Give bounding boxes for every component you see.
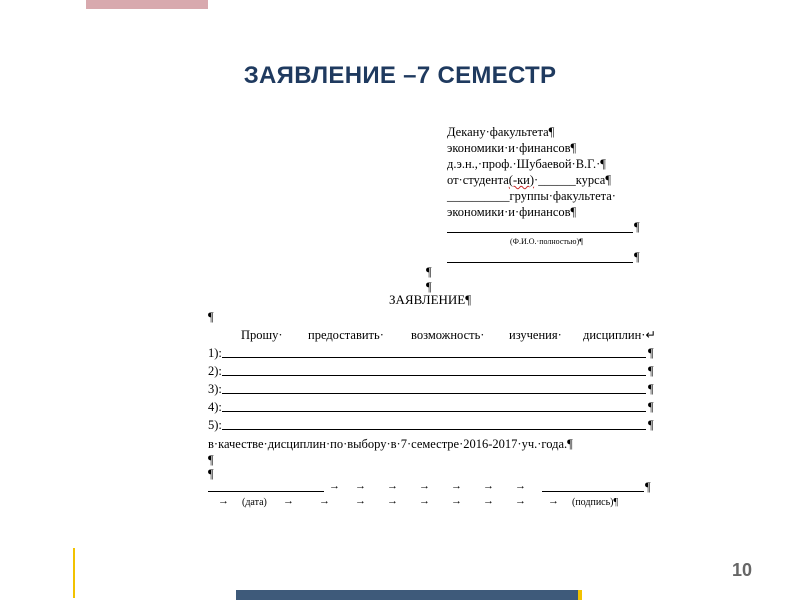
list-item-underline	[222, 375, 646, 376]
signature-caption: (подпись)¶	[572, 497, 619, 508]
fio-caption: (Ф.И.О.·полностью)¶	[510, 237, 583, 246]
list-item-underline	[222, 429, 646, 430]
second-line-end: ¶	[634, 250, 640, 264]
bottom-accent-tick	[578, 590, 582, 600]
list-item-label: 5):	[208, 418, 222, 432]
tab-arrow: →	[483, 480, 494, 492]
list-item-label: 2):	[208, 364, 222, 378]
header-line-2: экономики·и·финансов¶	[447, 141, 577, 155]
tab-arrow: →	[319, 495, 330, 507]
tab-arrow: →	[515, 480, 526, 492]
bottom-accent-bar	[236, 590, 578, 600]
empty-paragraph: ¶	[208, 453, 214, 467]
list-item-end: ¶	[648, 364, 654, 378]
signature-line-end: ¶	[645, 480, 651, 494]
empty-paragraph: ¶	[208, 467, 214, 481]
header-line-5: __________группы·факультета·	[447, 189, 616, 203]
request-word: предоставить·	[308, 328, 384, 342]
tab-arrow: →	[355, 480, 366, 492]
semester-line: в·качестве·дисциплин·по·выбору·в·7·семестре·2016-2017·уч.·года.¶	[208, 437, 573, 451]
request-word: дисциплин·↵	[583, 328, 656, 342]
list-item-underline	[222, 357, 646, 358]
empty-paragraph: ¶	[426, 280, 432, 294]
date-caption: (дата)	[242, 497, 267, 508]
list-item-underline	[222, 411, 646, 412]
tab-arrow: →	[515, 495, 526, 507]
tab-arrow: →	[329, 480, 340, 492]
list-item-label: 3):	[208, 382, 222, 396]
request-word: изучения·	[509, 328, 562, 342]
tab-arrow: →	[451, 495, 462, 507]
tab-arrow: →	[283, 495, 294, 507]
page-number: 10	[731, 560, 752, 580]
tab-arrow: →	[218, 495, 229, 507]
empty-paragraph: ¶	[208, 310, 214, 324]
second-underline	[447, 262, 633, 263]
tab-arrow: →	[419, 480, 430, 492]
document-heading: ЗАЯВЛЕНИЕ¶	[389, 292, 472, 307]
fio-underline	[447, 232, 633, 233]
header-line-6: экономики·и·финансов¶	[447, 205, 577, 219]
tab-arrow: →	[387, 480, 398, 492]
request-word: возможность·	[411, 328, 485, 342]
list-item-end: ¶	[648, 382, 654, 396]
list-item-end: ¶	[648, 418, 654, 432]
slide-title: ЗАЯВЛЕНИЕ –7 СЕМЕСТР	[243, 62, 557, 89]
tab-arrow: →	[387, 495, 398, 507]
left-accent-line	[73, 548, 75, 598]
header-line-4: от·студента(-ки)·______курса¶	[447, 173, 612, 187]
fio-line-end: ¶	[634, 220, 640, 234]
tab-arrow: →	[483, 495, 494, 507]
list-item-label: 4):	[208, 400, 222, 414]
list-item-end: ¶	[648, 400, 654, 414]
list-item-label: 1):	[208, 346, 222, 360]
header-line-3: д.э.н.,·проф.·Шубаевой·В.Г.·¶	[447, 157, 606, 171]
request-word: Прошу·	[241, 328, 283, 342]
list-item-end: ¶	[648, 346, 654, 360]
tab-arrow: →	[355, 495, 366, 507]
header-line-1: Декану·факультета¶	[447, 125, 555, 139]
tab-arrow: →	[548, 495, 559, 507]
tab-arrow: →	[419, 495, 430, 507]
signature-underline	[542, 491, 644, 492]
date-underline	[208, 491, 324, 492]
empty-paragraph: ¶	[426, 265, 432, 279]
tab-arrow: →	[451, 480, 462, 492]
list-item-underline	[222, 393, 646, 394]
